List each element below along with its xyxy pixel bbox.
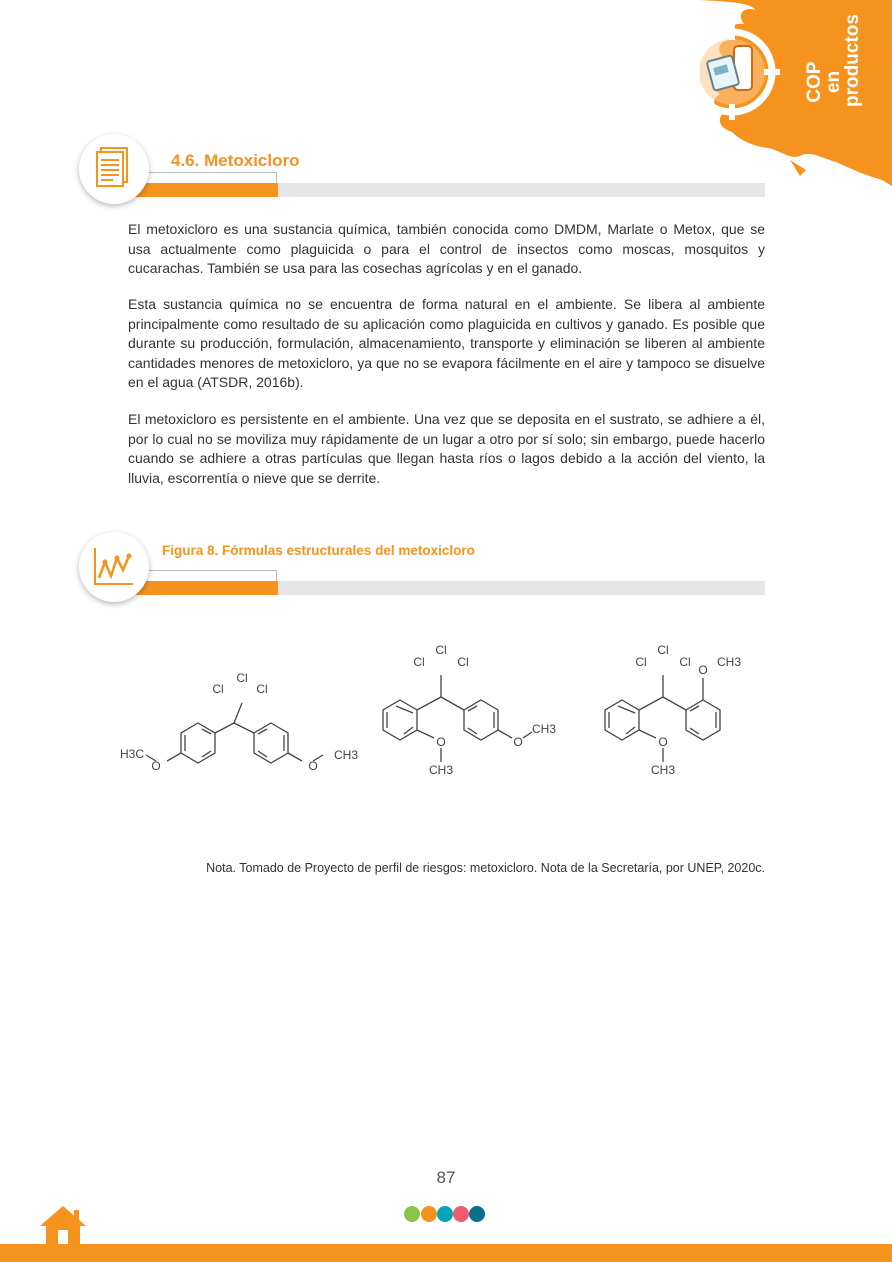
section-header-line bbox=[146, 172, 277, 183]
svg-text:Cl: Cl bbox=[679, 655, 691, 669]
svg-text:O: O bbox=[513, 735, 523, 749]
paragraph-3: El metoxicloro es persistente en el ambiente. Una vez que se deposita en el sustrato, se adhiere a él, por lo cual no se moviliza muy rápidamente de un lugar a otro por sí solo; sin embargo, puede hacerlo cuando se adhiere a otras partículas que llegan hasta ríos o lagos debido a la acción del viento, la lluvia, escorrentía o nieve que se derrite. bbox=[128, 411, 765, 486]
svg-text:Cl: Cl bbox=[212, 682, 224, 696]
page-number: 87 bbox=[436, 1168, 456, 1187]
footer-bar bbox=[0, 1244, 892, 1262]
paragraph-2: Esta sustancia química no se encuentra de forma natural en el ambiente. Se libera al ambiente principalmente como resultado de su aplicación como plaguicida en cultivos y ganado. Es posible que durante su producción, formulación, almacenamiento, transporte y eliminación se liberen al ambiente cantidades menores de metoxicloro, ya que no se evapora fácilmente en el aire y tampoco se disuelve en el agua (ATSDR, 2016b). bbox=[128, 296, 765, 390]
svg-text:Cl: Cl bbox=[457, 655, 469, 669]
svg-text:CH3: CH3 bbox=[650, 763, 676, 777]
svg-text:CH3: CH3 bbox=[333, 748, 359, 762]
svg-text:Cl: Cl bbox=[236, 671, 248, 685]
svg-text:O: O bbox=[436, 735, 446, 749]
svg-text:O: O bbox=[308, 759, 318, 773]
svg-text:Cl: Cl bbox=[413, 655, 425, 669]
paragraph-1: El metoxicloro es una sustancia química, también conocida como DMDM, Marlate o Metox, que se usa actualmente como plaguicida o para el control de insectos como moscas, mosquitos y cucarachas. También se usa para las cosechas agrícolas y en el ganado. bbox=[128, 221, 765, 276]
figure-header-line bbox=[146, 570, 277, 581]
target-product-icon bbox=[684, 24, 780, 120]
corner-tab-label: COP en productos bbox=[803, 14, 863, 107]
nav-dot-5[interactable] bbox=[469, 1206, 485, 1222]
svg-text:Cl: Cl bbox=[256, 682, 268, 696]
figure-note: Nota. Tomado de Proyecto de perfil de riesgos: metoxicloro. Nota de la Secretaría, por UNEP, 2020c. bbox=[206, 861, 765, 875]
structural-formulas bbox=[110, 630, 770, 790]
nav-dot-3[interactable] bbox=[437, 1206, 453, 1222]
document-icon bbox=[79, 134, 149, 204]
svg-text:Cl: Cl bbox=[635, 655, 647, 669]
nav-dot-4[interactable] bbox=[453, 1206, 469, 1222]
svg-text:CH3: CH3 bbox=[531, 722, 557, 736]
nav-dot-1[interactable] bbox=[404, 1206, 420, 1222]
home-icon[interactable] bbox=[38, 1204, 88, 1246]
svg-text:O: O bbox=[151, 759, 161, 773]
chart-icon bbox=[79, 532, 149, 602]
nav-dot-2[interactable] bbox=[421, 1206, 437, 1222]
svg-text:O: O bbox=[658, 735, 668, 749]
svg-text:H3C: H3C bbox=[119, 747, 145, 761]
section-title: 4.6. Metoxicloro bbox=[171, 151, 300, 170]
figure-title: Figura 8. Fórmulas estructurales del metoxicloro bbox=[162, 543, 475, 558]
svg-text:CH3: CH3 bbox=[428, 763, 454, 777]
svg-text:O: O bbox=[698, 663, 708, 677]
svg-text:Cl: Cl bbox=[657, 643, 669, 657]
svg-text:CH3: CH3 bbox=[716, 655, 742, 669]
svg-text:Cl: Cl bbox=[435, 643, 447, 657]
